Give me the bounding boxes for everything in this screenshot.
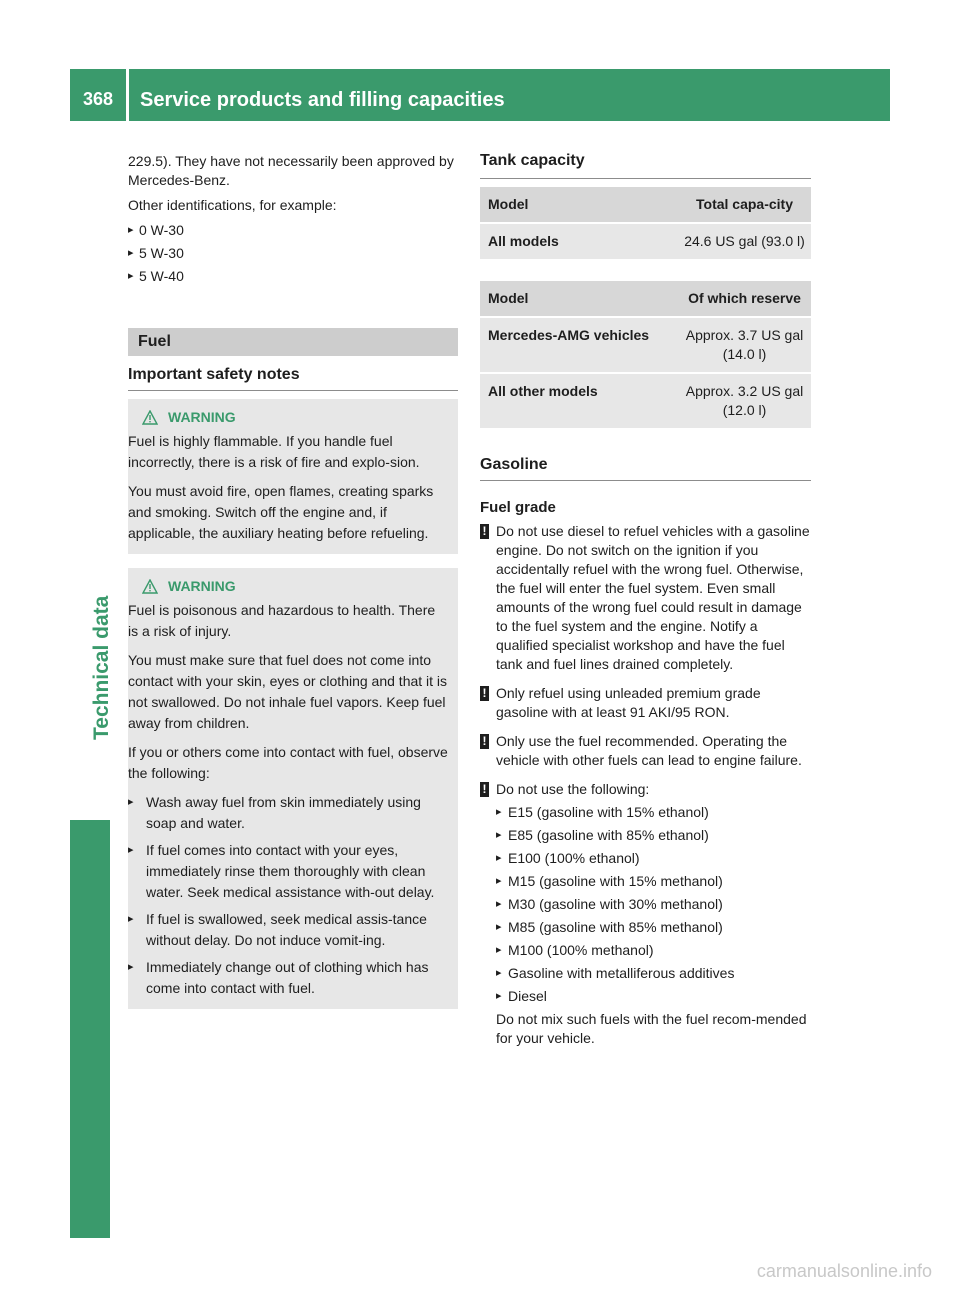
left-column [128,152,458,1009]
warning-paragraph: If you or others come into contact with fuel, observe the following: [128,744,448,781]
table-cell: 24.6 US gal (93.0 l) [678,222,811,259]
exclamation-icon: ! [480,782,489,797]
list-item: ▸ If fuel comes into contact with your eyes, immediately rinse them thoroughly with clean water. Seek medical assistance with-out delay. [128,840,448,903]
list-item: ▸ 5 W-30 [128,244,458,263]
list-item: ▸ Gasoline with metalliferous additives [496,964,811,983]
list-item: ▸ Wash away fuel from skin immediately using soap and water. [128,792,448,834]
warning-label: WARNING [168,578,236,594]
gasoline-heading: Gasoline [480,428,811,481]
right-column [480,152,811,1048]
tank-capacity-table [480,187,811,259]
list-item: ▸ E100 (100% ethanol) [496,849,811,868]
oil-examples-list [128,221,458,286]
table-cell: Mercedes-AMG vehicles [480,316,678,372]
warning-triangle-icon [142,579,158,594]
table-header-cell: Of which reserve [678,281,811,316]
list-item: ▸ If fuel is swallowed, seek medical assis-tance without delay. Do not induce vomit-ing. [128,909,448,951]
table-header-cell: Total capa-city [678,187,811,222]
page-title: Service products and filling capacities [140,89,505,111]
footer-watermark: carmanualsonline.info [756,1261,932,1281]
table-cell: Approx. 3.2 US gal (12.0 l) [678,372,811,428]
table-row [480,222,811,259]
tank-capacity-heading: Tank capacity [480,152,811,179]
warning-paragraph: Fuel is highly flammable. If you handle fuel incorrectly, there is a risk of fire and explo-sion. [128,433,420,470]
list-item: ▸ Immediately change out of clothing which has come into contact with fuel. [128,957,448,999]
note [480,780,811,799]
warning-label: WARNING [168,409,236,425]
list-item: ▸ 5 W-40 [128,267,458,286]
note [480,732,811,770]
note [480,522,811,674]
intro-text: 229.5). They have not necessarily been approved by Mercedes-Benz. [128,153,454,188]
warning-paragraph: You must make sure that fuel does not come into contact with your skin, eyes or clothing and that it is not swallowed. Do not inhale fuel vapors. Keep fuel away from children. [128,652,448,731]
list-item: ▸ M85 (gasoline with 85% methanol) [496,918,811,937]
list-item: ▸ M30 (gasoline with 30% methanol) [496,895,811,914]
warning-header [128,578,448,594]
list-item: ▸ M15 (gasoline with 15% methanol) [496,872,811,891]
note-text: Do not use the following: [496,781,650,797]
table-header-row [480,187,811,222]
warning-paragraph: You must avoid fire, open flames, creating sparks and smoking. Switch off the engine and, if applicable, the auxiliary heating before refueling. [128,483,434,541]
table-header-row [480,281,811,316]
table-header-cell: Model [480,281,678,316]
header-divider [126,69,129,121]
safety-notes-heading: Important safety notes [128,356,458,391]
prohibited-fuels-list [496,803,811,1006]
list-item: ▸ E85 (gasoline with 85% ethanol) [496,826,811,845]
note [480,684,811,722]
fuel-grade-heading: Fuel grade [480,499,556,516]
table-cell: All models [480,222,678,259]
list-item: ▸ E15 (gasoline with 15% ethanol) [496,803,811,822]
exclamation-icon: ! [480,524,489,539]
warning-box [128,568,458,1009]
note-text: Only use the fuel recommended. Operating the vehicle with other fuels can lead to engine failure. [496,733,802,768]
warning-header [128,409,448,425]
side-tab-block [70,820,110,1238]
exclamation-icon: ! [480,686,489,701]
table-cell: All other models [480,372,678,428]
note-text: Do not use diesel to refuel vehicles with a gasoline engine. Do not switch on the ignition if you accidentally refuel with the wrong fuel. Otherwise, the fuel will enter the fuel system. Even small amounts of the wrong fuel could result in damage to the fuel system and the engine. Notify a qualified specialist workshop and have the fuel tank and fuel lines drained completely. [496,523,810,672]
list-item: ▸ M100 (100% methanol) [496,941,811,960]
reserve-capacity-table [480,281,811,428]
other-identifications-text: Other identifications, for example: [128,197,337,213]
table-cell: Approx. 3.7 US gal (14.0 l) [678,316,811,372]
exclamation-icon: ! [480,734,489,749]
list-item: ▸ Diesel [496,987,811,1006]
note-text: Only refuel using unleaded premium grade gasoline with at least 91 AKI/95 RON. [496,685,761,720]
warning-box [128,399,458,554]
fuel-section-title: Fuel [128,328,458,356]
table-row [480,316,811,372]
warning-paragraph: Fuel is poisonous and hazardous to health. There is a risk of injury. [128,602,436,639]
list-item: ▸ 0 W-30 [128,221,458,240]
table-row [480,372,811,428]
table-header-cell: Model [480,187,678,222]
page-number: 368 [82,89,114,109]
closing-text: Do not mix such fuels with the fuel recom-mended for your vehicle. [496,1011,807,1046]
warning-triangle-icon [142,410,158,425]
first-aid-list [128,792,448,999]
side-tab-label: Technical data [90,595,113,740]
